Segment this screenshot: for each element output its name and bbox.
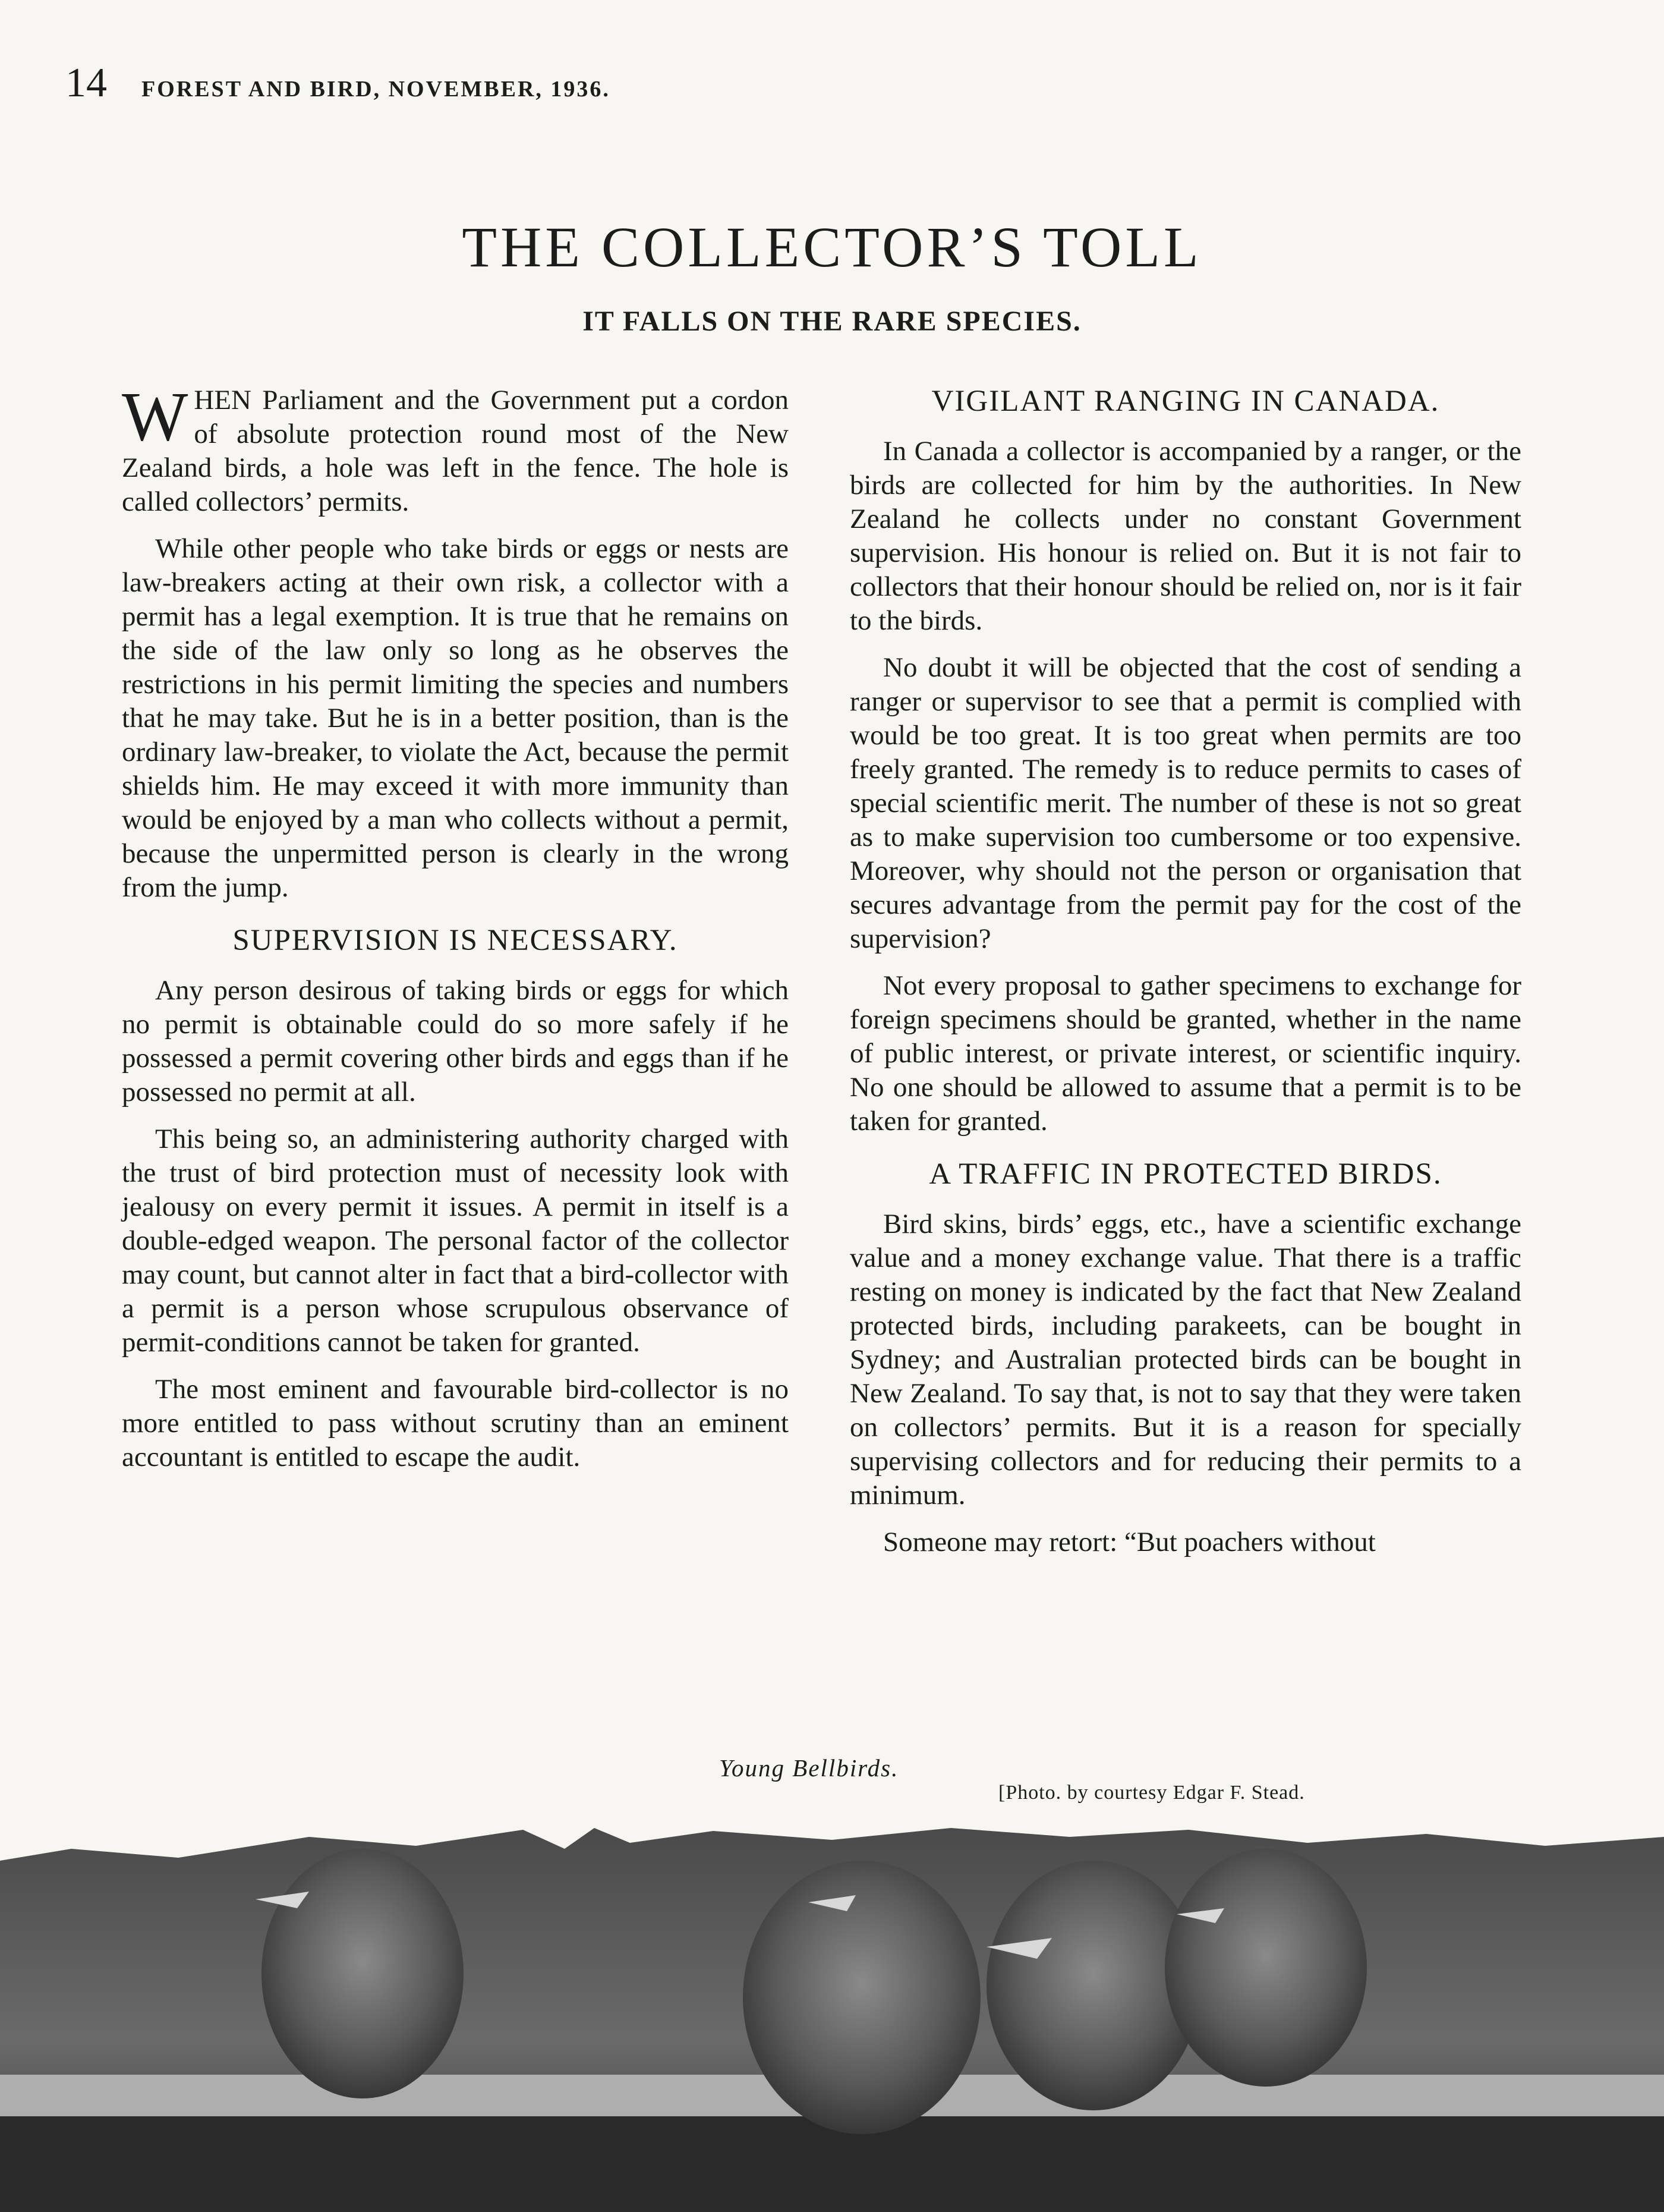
paragraph: Someone may retort: “But poachers without xyxy=(883,1527,1376,1557)
bellbird-chick xyxy=(1165,1849,1367,2087)
paragraph: The most eminent and favourable bird-collector is no more entitled to pass without scrutiny than an eminent accountant is entitled to escape the audit. xyxy=(122,1374,789,1472)
bellbird-chick xyxy=(261,1849,464,2098)
section-heading: SUPERVISION IS NECESSARY. xyxy=(232,924,678,957)
running-head: FOREST AND BIRD, NOVEMBER, 1936. xyxy=(141,77,610,102)
paragraph: Not every proposal to gather specimens to exchange for foreign specimens should be granted, whether in the name of public interest, or private interest, or scientific inquiry. No one should be allowed to assume that a permit is to be taken for granted. xyxy=(850,970,1521,1137)
paragraph: No doubt it will be objected that the cost of sending a ranger or supervisor to see that a permit is complied with would be too great. It is too great when permits are too freely granted. The remedy is to reduce permits to cases of special scientific merit. The number of these is not so great as to make supervision too cumbersome or too expensive. Moreover, why should not the person or organisation that secures advantage from the permit pay for the cost of the supervision? xyxy=(850,652,1521,954)
section-heading: A TRAFFIC IN PROTECTED BIRDS. xyxy=(929,1157,1442,1191)
right-column xyxy=(850,383,1521,1572)
photo-caption: Young Bellbirds. xyxy=(719,1754,899,1782)
article-subtitle: IT FALLS ON THE RARE SPECIES. xyxy=(582,306,1082,337)
paragraph: This being so, an administering authority charged with the trust of bird protection must of necessity look with jealousy on every permit it issues. A permit in itself is a double-edged weapon. The personal factor of the collector may count, but cannot alter in fact that a bird-collector with a permit is a person whose scrupulous observance of permit-conditions cannot be taken for granted. xyxy=(122,1124,789,1358)
paragraph: While other people who take birds or eggs or nests are law-breakers acting at their own risk, a collector with a permit has a legal exemption. It is true that he remains on the side of the law only so long as he observes the restrictions in his permit limiting the species and numbers that he may take. But he is in a better position, than is the ordinary law-breaker, to violate the Act, because the permit shields him. He may exceed it with more immunity than would be enjoyed by a man who collects without a permit, because the unpermitted person is clearly in the wrong from the jump. xyxy=(122,533,789,903)
left-column xyxy=(122,377,789,1487)
paragraph: In Canada a collector is accompanied by a ranger, or the birds are collected for him by the authorities. In New Zealand he collects under no constant Government supervision. His honour is relied on. But it is not fair to collectors that their honour should be relied on, nor is it fair to the birds. xyxy=(850,436,1521,636)
page-header xyxy=(65,59,610,107)
paragraph-text: HEN Parliament and the Government put a cordon of absolute protection round most of the New Zealand birds, a hole was left in the fence. The hole is called collectors’ permits. xyxy=(122,385,789,517)
drop-cap: W xyxy=(122,377,188,455)
section-heading: VIGILANT RANGING IN CANADA. xyxy=(931,385,1440,418)
photo-credit: [Photo. by courtesy Edgar F. Stead. xyxy=(998,1782,1305,1804)
bellbird-chick xyxy=(743,1861,981,2134)
paragraph xyxy=(122,377,789,519)
page-number: 14 xyxy=(65,60,107,106)
bellbirds-photo xyxy=(0,1825,1664,2212)
paragraph: Bird skins, birds’ eggs, etc., have a scientific exchange value and a money exchange value. That there is a traffic resting on money is indicated by the fact that New Zealand protected birds, including parakeets, can be bought in Sydney; and Australian protected birds can be bought in New Zealand. To say that, is not to say that they were taken on collectors’ permits. But it is a reason for specially supervising collectors and for reducing their permits to a minimum. xyxy=(850,1209,1521,1511)
paragraph: Any person desirous of taking birds or eggs for which no permit is obtainable could do so more safely if he possessed a permit covering other birds and eggs than if he possessed no permit at all. xyxy=(122,975,789,1107)
article-title: THE COLLECTOR’S TOLL xyxy=(462,215,1202,279)
